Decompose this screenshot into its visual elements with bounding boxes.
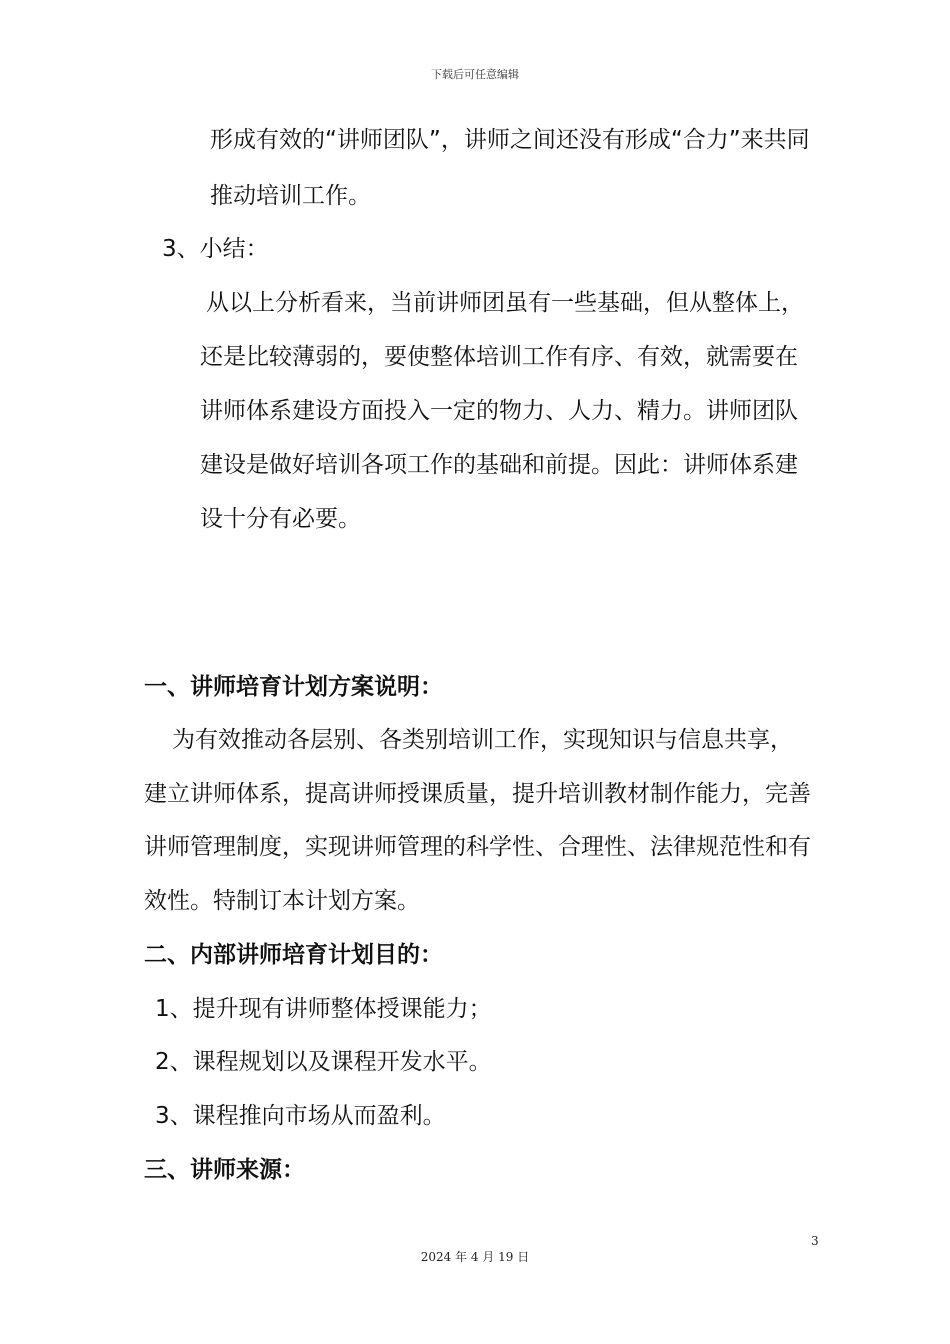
continuation-line: 推动培训工作。: [210, 183, 371, 209]
page-header: 下载后可任意编辑: [431, 68, 519, 81]
summary-paragraph-line: 还是比较薄弱的，要使整体培训工作有序、有效，就需要在: [200, 344, 798, 370]
section-heading-lecturer-source: 三、讲师来源：: [144, 1157, 305, 1183]
summary-heading: 3、小结：: [162, 236, 269, 262]
continuation-line: 形成有效的“讲师团队”，讲师之间还没有形成“合力”来共同: [210, 127, 810, 153]
section-heading-plan-purpose: 二、内部讲师培育计划目的：: [144, 942, 443, 968]
summary-paragraph-line: 设十分有必要。: [200, 506, 361, 532]
page-number: 3: [811, 1234, 819, 1248]
page-footer-date: 2024 年 4 月 19 日: [420, 1250, 530, 1264]
section-paragraph-line: 效性。特制订本计划方案。: [144, 888, 420, 914]
list-item: 1、提升现有讲师整体授课能力；: [155, 996, 492, 1022]
summary-paragraph-line: 讲师体系建设方面投入一定的物力、人力、精力。讲师团队: [200, 398, 798, 424]
list-item: 3、课程推向市场从而盈利。: [155, 1103, 446, 1129]
summary-paragraph-line: 从以上分析看来，当前讲师团虽有一些基础，但从整体上，: [206, 290, 804, 316]
section-heading-training-plan: 一、讲师培育计划方案说明：: [144, 674, 443, 700]
list-item: 2、课程规划以及课程开发水平。: [155, 1049, 492, 1075]
section-paragraph-line: 讲师管理制度，实现讲师管理的科学性、合理性、法律规范性和有: [144, 834, 811, 860]
section-paragraph-line: 建立讲师体系，提高讲师授课质量，提升培训教材制作能力，完善: [144, 781, 811, 807]
summary-paragraph-line: 建设是做好培训各项工作的基础和前提。因此：讲师体系建: [200, 452, 798, 478]
section-paragraph-line: 为有效推动各层别、各类别培训工作，实现知识与信息共享，: [172, 727, 793, 753]
